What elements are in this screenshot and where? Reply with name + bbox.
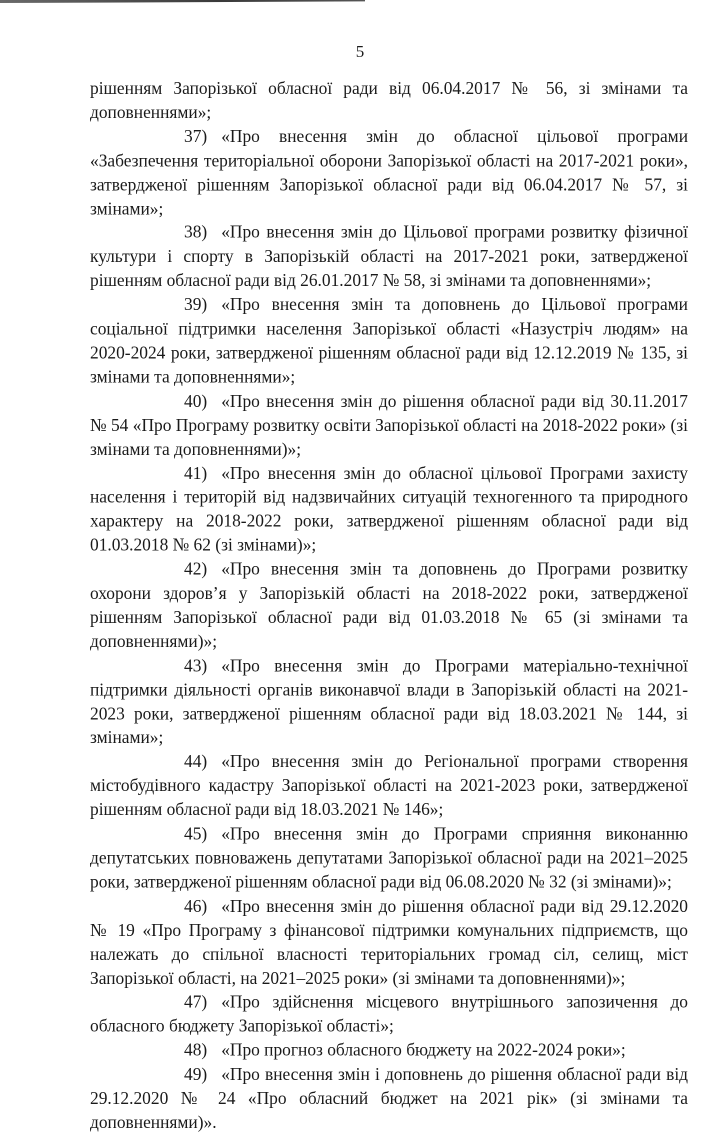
- list-item-37: [90, 124, 688, 220]
- item-number: 37): [184, 125, 208, 147]
- list-item-47: [90, 990, 688, 1038]
- item-number: 44): [184, 750, 208, 772]
- item-number: 46): [184, 894, 208, 916]
- item-text: «Про внесення змін та доповнень до Програми розвитку охорони здоров’я у Запорізькій області на 2018-2022 роки, затвердженої рішенням Запорізької обласної ради від 01.03.2018 № 65 (зі змінами та доповненнями)»;: [90, 558, 688, 652]
- list-item-43: [90, 653, 688, 749]
- item-number: 40): [184, 389, 208, 411]
- item-text: «Про внесення змін до Програми сприяння виконанню депутатських повноважень депутатами Запорізької обласної ради на 2021–2025 роки, затвердженої рішенням обласної ради від 06.08.2020 № 32 (зі змінами)»;: [90, 822, 688, 892]
- item-text: «Про прогноз обласного бюджету на 2022-2024 роки»;: [221, 1039, 626, 1061]
- item-number: 43): [184, 654, 208, 676]
- item-number: 48): [184, 1039, 208, 1061]
- item-text: «Про внесення змін і доповнень до рішення обласної ради від 29.12.2020 № 24 «Про обласний бюджет на 2021 рік» (зі змінами та доповненнями)».: [90, 1063, 688, 1133]
- list-item-38: [90, 220, 688, 292]
- list-item-49: [90, 1062, 688, 1134]
- item-number: 42): [184, 558, 208, 580]
- document-body: [90, 76, 688, 1134]
- continuation-paragraph: рішенням Запорізької обласної ради від 06.04.2017 № 56, зі змінами та доповненнями»;: [90, 77, 688, 123]
- item-number: 49): [184, 1063, 208, 1085]
- list-item-48: [90, 1038, 688, 1062]
- item-number: 45): [184, 822, 208, 844]
- item-text: «Про внесення змін до обласної цільової програми «Забезпечення територіальної оборони Запорізької області на 2017-2021 роки», затвердженої рішенням Запорізької обласної ради від 06.04.2017 № 57, зі змінами»;: [90, 125, 688, 219]
- list-item-42: [90, 557, 688, 653]
- item-text: «Про здійснення місцевого внутрішнього запозичення до обласного бюджету Запорізької області»;: [90, 991, 688, 1037]
- item-number: 38): [184, 221, 208, 243]
- item-text: «Про внесення змін до Регіональної програми створення містобудівного кадастру Запорізької області на 2021-2023 роки, затвердженої рішенням обласної ради від 18.03.2021 № 146»;: [90, 750, 688, 820]
- item-text: «Про внесення змін до рішення обласної ради від 29.12.2020 № 19 «Про Програму з фінансової підтримки комунальних підприємств, що належать до спільної власності територіальних громад сіл, селищ, міст Запорізької області, на 2021–2025 роки» (зі змінами та доповненнями)»;: [90, 894, 688, 988]
- page-number: 5: [355, 42, 365, 61]
- list-item-39: [90, 292, 688, 388]
- item-number: 39): [184, 293, 208, 315]
- item-text: «Про внесення змін до Цільової програми розвитку фізичної культури і спорту в Запорізькій області на 2017-2021 роки, затвердженої рішенням обласної ради від 26.01.2017 № 58, зі змінами та доповненнями»;: [90, 221, 688, 291]
- item-text: «Про внесення змін до рішення обласної ради від 30.11.2017 № 54 «Про Програму розвитку освіти Запорізької області на 2018-2022 роки» (зі змінами та доповненнями)»;: [90, 389, 688, 459]
- item-text: «Про внесення змін до Програми матеріально-технічної підтримки діяльності органів виконавчої влади в Запорізькій області на 2021-2023 роки, затвердженої рішенням обласної ради від 18.03.2021 № 144, зі змінами»;: [90, 654, 688, 748]
- item-text: «Про внесення змін та доповнень до Цільової програми соціальної підтримки населення Запорізької області «Назустріч людям» на 2020-2024 роки, затвердженої рішенням обласної ради від 12.12.2019 № 135, зі змінами та доповненнями»;: [90, 293, 688, 387]
- list-item-46: [90, 894, 688, 990]
- list-item-41: [90, 461, 688, 557]
- item-text: «Про внесення змін до обласної цільової Програми захисту населення і територій від надзвичайних ситуацій техногенного та природного характеру на 2018-2022 роки, затвердженої рішенням обласної ради від 01.03.2018 № 62 (зі змінами)»;: [90, 461, 688, 556]
- item-number: 47): [184, 991, 208, 1013]
- scan-edge-artifact: [0, 0, 365, 3]
- list-item-45: [90, 822, 688, 894]
- list-item-44: [90, 749, 688, 821]
- list-item-40: [90, 389, 688, 461]
- item-number: 41): [184, 461, 208, 483]
